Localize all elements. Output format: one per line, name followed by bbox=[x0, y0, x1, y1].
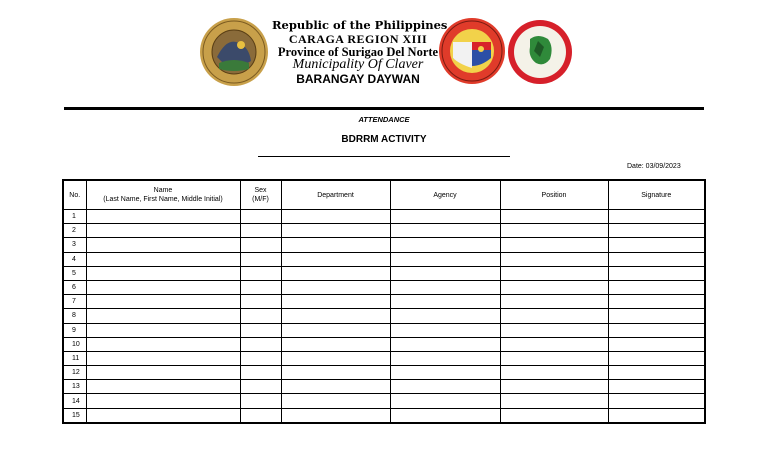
name-cell[interactable] bbox=[86, 380, 240, 394]
name-cell[interactable] bbox=[86, 351, 240, 365]
column-header-sex-sub: (M/F) bbox=[252, 196, 269, 203]
position-cell[interactable] bbox=[500, 309, 608, 323]
table-row bbox=[63, 337, 705, 351]
name-cell[interactable] bbox=[86, 309, 240, 323]
table-row bbox=[63, 408, 705, 423]
signature-cell[interactable] bbox=[608, 309, 705, 323]
row-number: 1 bbox=[63, 210, 86, 224]
row-number: 3 bbox=[63, 238, 86, 252]
column-header-name-title: Name bbox=[153, 187, 173, 194]
name-cell[interactable] bbox=[86, 280, 240, 294]
row-number: 10 bbox=[63, 337, 86, 351]
name-cell[interactable] bbox=[86, 394, 240, 408]
department-cell[interactable] bbox=[281, 366, 390, 380]
agency-cell[interactable] bbox=[390, 210, 500, 224]
sex-cell[interactable] bbox=[240, 266, 281, 280]
position-cell[interactable] bbox=[500, 366, 608, 380]
row-number: 5 bbox=[63, 266, 86, 280]
position-cell[interactable] bbox=[500, 295, 608, 309]
sex-cell[interactable] bbox=[240, 224, 281, 238]
attendance-table bbox=[62, 179, 706, 424]
row-number: 4 bbox=[63, 252, 86, 266]
department-cell[interactable] bbox=[281, 394, 390, 408]
department-cell[interactable] bbox=[281, 210, 390, 224]
agency-cell[interactable] bbox=[390, 238, 500, 252]
department-cell[interactable] bbox=[281, 408, 390, 423]
header-line-province: Province of Surigao Del Norte bbox=[277, 45, 439, 59]
row-number: 6 bbox=[63, 280, 86, 294]
department-cell[interactable] bbox=[281, 337, 390, 351]
pamaghiusa-claver-seal bbox=[508, 17, 572, 87]
department-cell[interactable] bbox=[281, 238, 390, 252]
signature-cell[interactable] bbox=[608, 394, 705, 408]
agency-cell[interactable] bbox=[390, 408, 500, 423]
position-cell[interactable] bbox=[500, 323, 608, 337]
table-row bbox=[63, 394, 705, 408]
column-header-sex bbox=[240, 180, 281, 210]
activity-title: BDRRM ACTIVITY bbox=[341, 134, 427, 145]
date-label: Date: 03/09/2023 bbox=[627, 163, 681, 170]
signature-cell[interactable] bbox=[608, 224, 705, 238]
row-number: 11 bbox=[63, 351, 86, 365]
agency-cell[interactable] bbox=[390, 252, 500, 266]
sex-cell[interactable] bbox=[240, 380, 281, 394]
position-cell[interactable] bbox=[500, 266, 608, 280]
position-cell[interactable] bbox=[500, 224, 608, 238]
position-cell[interactable] bbox=[500, 380, 608, 394]
sex-cell[interactable] bbox=[240, 366, 281, 380]
position-cell[interactable] bbox=[500, 252, 608, 266]
header-line-region: CARAGA REGION XIII bbox=[288, 32, 428, 46]
signature-cell[interactable] bbox=[608, 351, 705, 365]
position-cell[interactable] bbox=[500, 280, 608, 294]
agency-cell[interactable] bbox=[390, 351, 500, 365]
row-number: 13 bbox=[63, 380, 86, 394]
signature-cell[interactable] bbox=[608, 380, 705, 394]
column-header-agency: Agency bbox=[390, 180, 500, 210]
name-cell[interactable] bbox=[86, 295, 240, 309]
row-number: 9 bbox=[63, 323, 86, 337]
position-cell[interactable] bbox=[500, 394, 608, 408]
department-cell[interactable] bbox=[281, 351, 390, 365]
name-cell[interactable] bbox=[86, 408, 240, 423]
column-header-position: Position bbox=[500, 180, 608, 210]
name-cell[interactable] bbox=[86, 238, 240, 252]
signature-cell[interactable] bbox=[608, 337, 705, 351]
table-row bbox=[63, 280, 705, 294]
table-row bbox=[63, 224, 705, 238]
header-divider bbox=[64, 107, 704, 110]
position-cell[interactable] bbox=[500, 408, 608, 423]
table-row bbox=[63, 238, 705, 252]
row-number: 15 bbox=[63, 408, 86, 423]
name-cell[interactable] bbox=[86, 337, 240, 351]
agency-cell[interactable] bbox=[390, 323, 500, 337]
signature-cell[interactable] bbox=[608, 323, 705, 337]
table-header-row bbox=[63, 180, 705, 210]
agency-cell[interactable] bbox=[390, 366, 500, 380]
agency-cell[interactable] bbox=[390, 337, 500, 351]
sex-cell[interactable] bbox=[240, 252, 281, 266]
signature-cell[interactable] bbox=[608, 408, 705, 423]
activity-underline bbox=[258, 156, 510, 157]
name-cell[interactable] bbox=[86, 366, 240, 380]
barangay-daywan-seal bbox=[199, 17, 269, 87]
row-number: 14 bbox=[63, 394, 86, 408]
table-row bbox=[63, 210, 705, 224]
department-cell[interactable] bbox=[281, 295, 390, 309]
department-cell[interactable] bbox=[281, 309, 390, 323]
signature-cell[interactable] bbox=[608, 252, 705, 266]
name-cell[interactable] bbox=[86, 224, 240, 238]
table-row bbox=[63, 252, 705, 266]
department-cell[interactable] bbox=[281, 323, 390, 337]
sex-cell[interactable] bbox=[240, 394, 281, 408]
agency-cell[interactable] bbox=[390, 394, 500, 408]
agency-cell[interactable] bbox=[390, 224, 500, 238]
municipality-claver-seal bbox=[439, 16, 505, 86]
sex-cell[interactable] bbox=[240, 323, 281, 337]
department-cell[interactable] bbox=[281, 380, 390, 394]
column-header-name-sub: (Last Name, First Name, Middle Initial) bbox=[103, 196, 223, 203]
name-cell[interactable] bbox=[86, 323, 240, 337]
signature-cell[interactable] bbox=[608, 238, 705, 252]
header-line-barangay: BARANGAY DAYWAN bbox=[296, 72, 420, 86]
table-row bbox=[63, 351, 705, 365]
header-line-republic: Republic of the Philippines bbox=[272, 18, 448, 32]
table-row bbox=[63, 309, 705, 323]
row-number: 7 bbox=[63, 295, 86, 309]
row-number: 2 bbox=[63, 224, 86, 238]
row-number: 12 bbox=[63, 366, 86, 380]
sex-cell[interactable] bbox=[240, 280, 281, 294]
column-header-no: No. bbox=[63, 180, 86, 210]
department-cell[interactable] bbox=[281, 266, 390, 280]
agency-cell[interactable] bbox=[390, 295, 500, 309]
sex-cell[interactable] bbox=[240, 238, 281, 252]
agency-cell[interactable] bbox=[390, 280, 500, 294]
sex-cell[interactable] bbox=[240, 408, 281, 423]
table-row bbox=[63, 323, 705, 337]
name-cell[interactable] bbox=[86, 210, 240, 224]
position-cell[interactable] bbox=[500, 210, 608, 224]
table-row bbox=[63, 295, 705, 309]
column-header-sex-title: Sex bbox=[254, 187, 267, 194]
signature-cell[interactable] bbox=[608, 280, 705, 294]
agency-cell[interactable] bbox=[390, 266, 500, 280]
signature-cell[interactable] bbox=[608, 295, 705, 309]
signature-cell[interactable] bbox=[608, 210, 705, 224]
table-row bbox=[63, 366, 705, 380]
agency-cell[interactable] bbox=[390, 380, 500, 394]
position-cell[interactable] bbox=[500, 351, 608, 365]
sex-cell[interactable] bbox=[240, 351, 281, 365]
position-cell[interactable] bbox=[500, 337, 608, 351]
column-header-department: Department bbox=[281, 180, 390, 210]
column-header-signature: Signature bbox=[608, 180, 705, 210]
name-cell[interactable] bbox=[86, 252, 240, 266]
sex-cell[interactable] bbox=[240, 295, 281, 309]
row-number: 8 bbox=[63, 309, 86, 323]
sex-cell[interactable] bbox=[240, 210, 281, 224]
department-cell[interactable] bbox=[281, 280, 390, 294]
position-cell[interactable] bbox=[500, 238, 608, 252]
name-cell[interactable] bbox=[86, 266, 240, 280]
sex-cell[interactable] bbox=[240, 337, 281, 351]
department-cell[interactable] bbox=[281, 224, 390, 238]
column-header-name bbox=[86, 180, 240, 210]
sex-cell[interactable] bbox=[240, 309, 281, 323]
table-row bbox=[63, 266, 705, 280]
agency-cell[interactable] bbox=[390, 309, 500, 323]
header-line-municipality: Municipality Of Claver bbox=[292, 57, 424, 72]
signature-cell[interactable] bbox=[608, 366, 705, 380]
attendance-label: ATTENDANCE bbox=[358, 115, 410, 124]
department-cell[interactable] bbox=[281, 252, 390, 266]
table-row bbox=[63, 380, 705, 394]
signature-cell[interactable] bbox=[608, 266, 705, 280]
